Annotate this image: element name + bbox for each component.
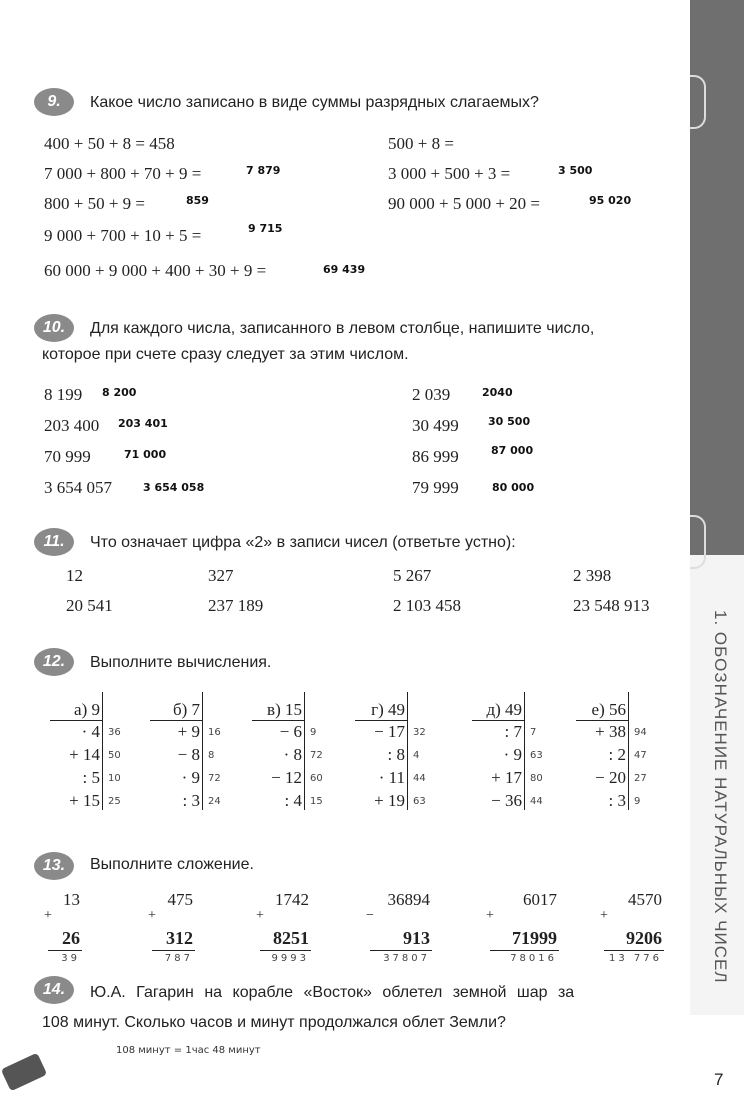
page-number: 7 bbox=[714, 1070, 724, 1089]
t12-col-divider bbox=[304, 692, 305, 810]
t9-right-2-answer: 95 020 bbox=[589, 194, 632, 207]
t12-col-divider bbox=[202, 692, 203, 810]
task-14-answer: 108 минут = 1час 48 минут bbox=[116, 1045, 261, 1056]
t13-bottom-number: 312 bbox=[166, 928, 193, 948]
t12-answer: 9 bbox=[634, 796, 641, 807]
t9-right-2: 90 000 + 5 000 + 20 = bbox=[388, 194, 541, 213]
t13-bottom-number: 26 bbox=[62, 928, 80, 948]
t12-op: : 3 bbox=[608, 791, 626, 810]
t11-r1-2: 5 267 bbox=[393, 566, 432, 585]
t12-head-underline bbox=[150, 720, 202, 721]
task-10-title-1: Для каждого числа, записанного в левом столбце, напишите число, bbox=[90, 320, 595, 337]
t12-op: · 9 bbox=[503, 745, 522, 764]
t12-col-head: г) 49 bbox=[371, 700, 405, 719]
t12-op: · 4 bbox=[81, 722, 100, 741]
t12-op: : 4 bbox=[284, 791, 302, 810]
t12-col-head: б) 7 bbox=[172, 700, 200, 719]
t11-r2-0: 20 541 bbox=[66, 596, 113, 615]
t12-col-head: д) 49 bbox=[486, 700, 522, 719]
t10-left-3-answer: 3 654 058 bbox=[143, 481, 205, 494]
t12-op: + 15 bbox=[69, 791, 100, 810]
t10-right-2-answer: 87 000 bbox=[491, 444, 534, 457]
task-13-title: Выполните сложение. bbox=[90, 856, 254, 873]
t10-left-0-answer: 8 200 bbox=[102, 386, 137, 399]
t13-sum-line bbox=[48, 950, 82, 951]
t12-answer: 32 bbox=[413, 727, 426, 738]
t13-sign: + bbox=[44, 908, 52, 923]
t10-right-0-answer: 2040 bbox=[482, 386, 513, 399]
t13-sign: − bbox=[366, 908, 374, 923]
t12-answer: 9 bbox=[310, 727, 317, 738]
t12-op: + 17 bbox=[491, 768, 522, 787]
t12-col-divider bbox=[524, 692, 525, 810]
t11-r1-3: 2 398 bbox=[573, 566, 612, 585]
task-12-badge: 12. bbox=[34, 648, 74, 676]
t13-result: 13 776 bbox=[609, 953, 662, 964]
t12-answer: 25 bbox=[108, 796, 121, 807]
t12-head-underline bbox=[50, 720, 102, 721]
t12-op: − 17 bbox=[374, 722, 405, 741]
t12-op: − 12 bbox=[271, 768, 302, 787]
task-11-title: Что означает цифра «2» в записи чисел (ответьте устно): bbox=[90, 534, 516, 551]
t11-r2-1: 237 189 bbox=[208, 596, 264, 615]
t13-bottom-number: 913 bbox=[403, 928, 430, 948]
t9-left-1-answer: 7 879 bbox=[246, 164, 281, 177]
t13-result: 9993 bbox=[271, 953, 309, 964]
t10-right-1: 30 499 bbox=[412, 416, 459, 435]
t13-top-number: 13 bbox=[63, 890, 80, 909]
t13-result: 37807 bbox=[383, 953, 430, 964]
t10-left-2-answer: 71 000 bbox=[124, 448, 167, 461]
t12-head-underline bbox=[355, 720, 407, 721]
t9-left-2: 800 + 50 + 9 = bbox=[44, 194, 146, 213]
t12-col-head: а) 9 bbox=[74, 700, 100, 719]
t9-left-3: 9 000 + 700 + 10 + 5 = bbox=[44, 226, 202, 245]
t9-right-0: 500 + 8 = bbox=[388, 134, 454, 153]
t11-r1-1: 327 bbox=[208, 566, 234, 585]
t12-answer: 15 bbox=[310, 796, 323, 807]
chapter-side-title: 1. ОБОЗНАЧЕНИЕ НАТУРАЛЬНЫХ ЧИСЕЛ bbox=[711, 610, 730, 984]
task-14-badge: 14. bbox=[34, 976, 74, 1004]
task-13-badge: 13. bbox=[34, 852, 74, 880]
t9-right-1: 3 000 + 500 + 3 = bbox=[388, 164, 511, 183]
t13-sum-line bbox=[604, 950, 664, 951]
t13-sum-line bbox=[370, 950, 432, 951]
t10-left-0: 8 199 bbox=[44, 385, 83, 404]
t10-right-3: 79 999 bbox=[412, 478, 459, 497]
t12-col-divider bbox=[407, 692, 408, 810]
t12-op: : 3 bbox=[182, 791, 200, 810]
t12-answer: 63 bbox=[530, 750, 543, 761]
t10-left-2: 70 999 bbox=[44, 447, 91, 466]
t10-right-2: 86 999 bbox=[412, 447, 459, 466]
t12-answer: 94 bbox=[634, 727, 647, 738]
t12-op: + 38 bbox=[595, 722, 626, 741]
task-11-badge: 11. bbox=[34, 528, 74, 556]
task-10-badge: 10. bbox=[34, 314, 74, 342]
t12-op: : 8 bbox=[387, 745, 405, 764]
t13-sum-line bbox=[152, 950, 195, 951]
t12-answer: 47 bbox=[634, 750, 647, 761]
t12-op: : 2 bbox=[608, 745, 626, 764]
t12-op: · 9 bbox=[181, 768, 200, 787]
t11-r2-3: 23 548 913 bbox=[573, 596, 650, 615]
t13-sign: + bbox=[256, 908, 264, 923]
t13-result: 78016 bbox=[510, 953, 557, 964]
t12-op: + 9 bbox=[177, 722, 200, 741]
t12-answer: 80 bbox=[530, 773, 543, 784]
t12-answer: 27 bbox=[634, 773, 647, 784]
t12-op: + 14 bbox=[69, 745, 100, 764]
t12-answer: 44 bbox=[413, 773, 426, 784]
t12-answer: 72 bbox=[208, 773, 221, 784]
t12-col-head: в) 15 bbox=[267, 700, 302, 719]
t12-op: − 20 bbox=[595, 768, 626, 787]
task-14-line-2: 108 минут. Сколько часов и минут продолжался облет Земли? bbox=[42, 1014, 506, 1031]
t11-r2-2: 2 103 458 bbox=[393, 596, 461, 615]
t13-top-number: 475 bbox=[167, 890, 193, 909]
t12-op: − 36 bbox=[491, 791, 522, 810]
t13-bottom-number: 71999 bbox=[512, 928, 557, 948]
t13-sign: + bbox=[486, 908, 494, 923]
t12-answer: 16 bbox=[208, 727, 221, 738]
t9-left-1: 7 000 + 800 + 70 + 9 = bbox=[44, 164, 202, 183]
t12-answer: 10 bbox=[108, 773, 121, 784]
t10-left-1: 203 400 bbox=[44, 416, 100, 435]
t12-head-underline bbox=[252, 720, 304, 721]
task-14-line-1: Ю.А. Гагарин на корабле «Восток» облетел земной шар за bbox=[90, 984, 575, 1001]
t13-bottom-number: 8251 bbox=[273, 928, 309, 948]
t12-answer: 8 bbox=[208, 750, 215, 761]
t12-op: · 8 bbox=[283, 745, 302, 764]
t13-top-number: 4570 bbox=[628, 890, 662, 909]
task-9-badge: 9. bbox=[34, 88, 74, 116]
t12-op: − 6 bbox=[279, 722, 302, 741]
t12-answer: 7 bbox=[530, 727, 537, 738]
t12-answer: 60 bbox=[310, 773, 323, 784]
t12-answer: 4 bbox=[413, 750, 420, 761]
t12-answer: 24 bbox=[208, 796, 221, 807]
publisher-logo bbox=[1, 1053, 47, 1092]
t11-r1-0: 12 bbox=[66, 566, 83, 585]
t9-left-0: 400 + 50 + 8 = 458 bbox=[44, 134, 175, 153]
t9-left-3-answer: 9 715 bbox=[248, 222, 283, 235]
t12-answer: 44 bbox=[530, 796, 543, 807]
t13-top-number: 6017 bbox=[523, 890, 557, 909]
t9-right-1-answer: 3 500 bbox=[558, 164, 593, 177]
t12-answer: 72 bbox=[310, 750, 323, 761]
t12-col-head: е) 56 bbox=[591, 700, 626, 719]
t13-sum-line bbox=[490, 950, 559, 951]
t9-left-2-answer: 859 bbox=[186, 194, 209, 207]
task-12-title: Выполните вычисления. bbox=[90, 654, 272, 671]
t13-result: 39 bbox=[61, 953, 80, 964]
tab-decor bbox=[690, 515, 706, 569]
t13-top-number: 36894 bbox=[387, 890, 430, 909]
t12-op: : 5 bbox=[82, 768, 100, 787]
t10-left-3: 3 654 057 bbox=[44, 478, 112, 497]
t13-result: 787 bbox=[164, 953, 193, 964]
t10-right-1-answer: 30 500 bbox=[488, 415, 531, 428]
t12-op: : 7 bbox=[504, 722, 522, 741]
t9-left-4-answer: 69 439 bbox=[323, 263, 366, 276]
t12-col-divider bbox=[628, 692, 629, 810]
t13-top-number: 1742 bbox=[275, 890, 309, 909]
t12-answer: 63 bbox=[413, 796, 426, 807]
t13-sign: + bbox=[600, 908, 608, 923]
t12-head-underline bbox=[472, 720, 524, 721]
task-9-title: Какое число записано в виде суммы разрядных слагаемых? bbox=[90, 94, 539, 111]
t13-sum-line bbox=[260, 950, 311, 951]
t10-left-1-answer: 203 401 bbox=[118, 417, 168, 430]
t13-bottom-number: 9206 bbox=[626, 928, 662, 948]
t12-op: · 11 bbox=[378, 768, 405, 787]
t9-left-4: 60 000 + 9 000 + 400 + 30 + 9 = bbox=[44, 261, 267, 280]
t12-op: − 8 bbox=[177, 745, 200, 764]
t12-answer: 36 bbox=[108, 727, 121, 738]
t12-op: + 19 bbox=[374, 791, 405, 810]
t10-right-0: 2 039 bbox=[412, 385, 451, 404]
t13-sign: + bbox=[148, 908, 156, 923]
t12-col-divider bbox=[102, 692, 103, 810]
task-10-title-2: которое при счете сразу следует за этим числом. bbox=[42, 346, 409, 363]
t12-answer: 50 bbox=[108, 750, 121, 761]
tab-decor bbox=[690, 75, 706, 129]
t10-right-3-answer: 80 000 bbox=[492, 481, 535, 494]
t12-head-underline bbox=[576, 720, 628, 721]
